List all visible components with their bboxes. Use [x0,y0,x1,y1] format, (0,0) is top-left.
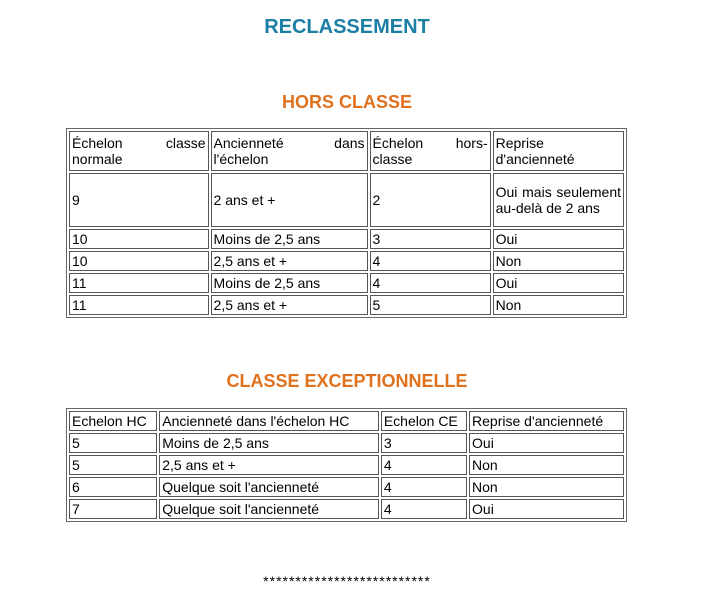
table-cell: 11 [69,273,209,293]
table-row [69,251,624,271]
table-row [69,295,624,315]
hors-classe-heading: HORS CLASSE [281,92,413,112]
header-cell: Ancienneté dans l'échelon HC [159,411,379,431]
table-cell: 4 [370,251,491,271]
hors-classe-table [66,128,627,318]
table-row [69,499,624,519]
table-cell: 10 [69,229,209,249]
table-cell: Moins de 2,5 ans [159,433,379,453]
table-cell: 5 [69,455,157,475]
table-cell: 10 [69,251,209,271]
page-title: RECLASSEMENT [264,16,430,38]
header-cell: Ancienneté dans l'échelon [211,131,368,171]
table-row [69,455,624,475]
separator-stars: ************************** [263,573,431,589]
table-cell: Oui mais seulement au-delà de 2 ans [493,173,624,227]
header-cell: Échelon classe normale [69,131,209,171]
table-cell: Oui [493,273,624,293]
table-cell: 7 [69,499,157,519]
table-cell: 4 [381,499,467,519]
table-cell: Moins de 2,5 ans [211,273,368,293]
table-row [69,173,624,227]
table-cell: Quelque soit l'ancienneté [159,499,379,519]
table-row [69,229,624,249]
table-cell: Non [469,455,624,475]
table-cell: 9 [69,173,209,227]
header-cell: Reprise d'ancienneté [469,411,624,431]
classe-exceptionnelle-heading: CLASSE EXCEPTIONNELLE [226,371,468,391]
table-row [69,433,624,453]
table-cell: Oui [493,229,624,249]
header-cell: Échelon hors-classe [370,131,491,171]
table-cell: 4 [381,455,467,475]
header-cell: Reprise d'ancienneté [493,131,624,171]
table-cell: Non [493,251,624,271]
header-cell: Echelon HC [69,411,157,431]
header-cell: Echelon CE [381,411,467,431]
table-cell: Oui [469,499,624,519]
table-cell: 4 [370,273,491,293]
table-cell: 3 [370,229,491,249]
table-cell: 2,5 ans et + [211,251,368,271]
table-cell: Moins de 2,5 ans [211,229,368,249]
table-header-row [69,131,624,171]
table-cell: 2,5 ans et + [159,455,379,475]
table-cell: 2,5 ans et + [211,295,368,315]
table-cell: 11 [69,295,209,315]
table-header-row [69,411,624,431]
table-cell: Oui [469,433,624,453]
table-cell: Non [493,295,624,315]
table-cell: 3 [381,433,467,453]
table-row [69,273,624,293]
table-cell: Quelque soit l'ancienneté [159,477,379,497]
table-cell: 6 [69,477,157,497]
table-row [69,477,624,497]
table-cell: 2 ans et + [211,173,368,227]
table-cell: 5 [370,295,491,315]
table-cell: 4 [381,477,467,497]
table-cell: 5 [69,433,157,453]
table-cell: Non [469,477,624,497]
classe-exceptionnelle-table [66,408,627,522]
table-cell: 2 [370,173,491,227]
